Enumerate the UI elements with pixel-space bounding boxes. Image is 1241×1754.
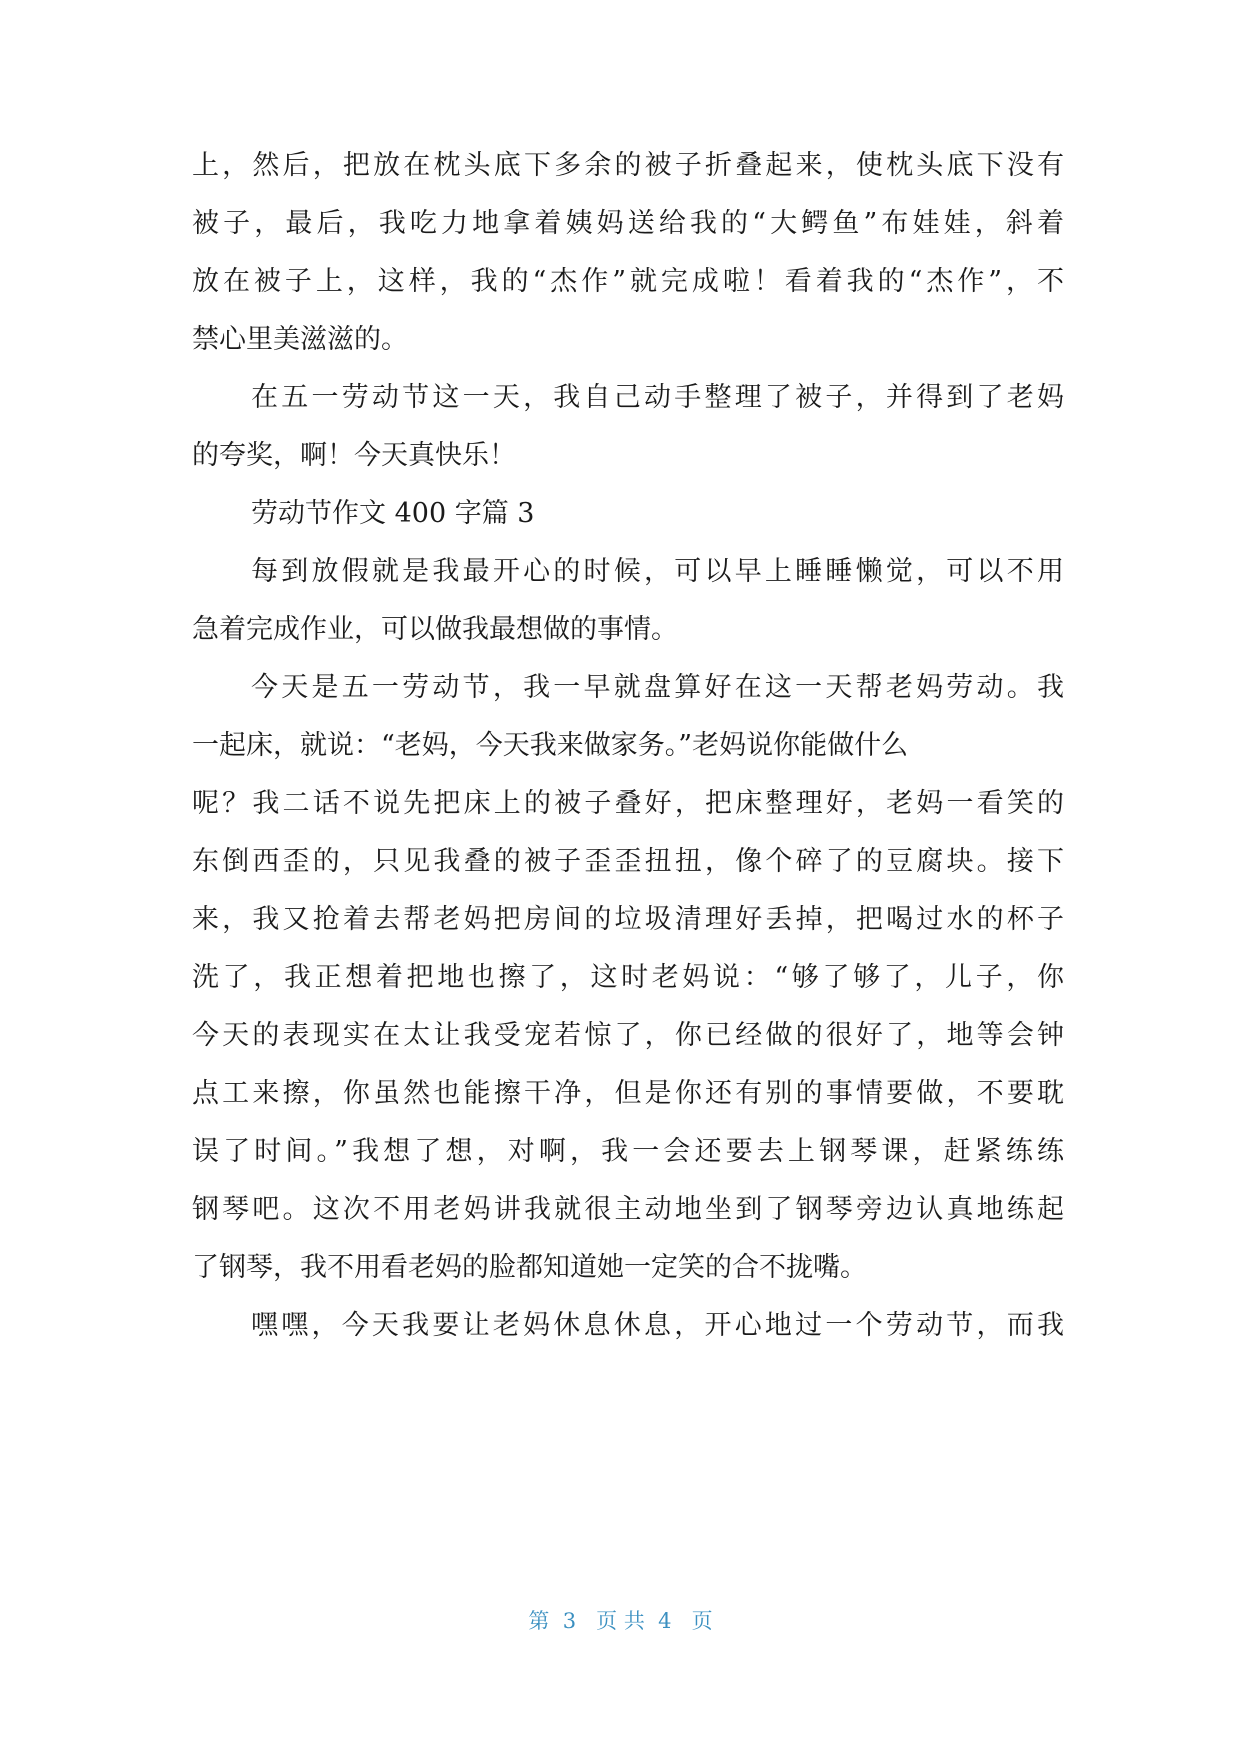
page-footer: 第 3 页 共 4 页	[528, 1609, 713, 1633]
text-line: 的夸奖，啊！今天真快乐！	[192, 440, 516, 471]
text-line: 嘿嘿，今天我要让老妈休息休息，开心地过一个劳动节，而我	[251, 1310, 1064, 1341]
section-heading: 劳动节作文 400 字篇 3	[251, 498, 535, 529]
text-line: 了钢琴，我不用看老妈的脸都知道她一定笑的合不拢嘴。	[192, 1252, 867, 1283]
text-line: 放在被子上，这样，我的“杰作”就完成啦！看着我的“杰作”，不	[192, 266, 1064, 297]
text-line: 禁心里美滋滋的。	[192, 324, 408, 355]
text-line: 来，我又抢着去帮老妈把房间的垃圾清理好丢掉，把喝过水的杯子	[192, 904, 1064, 935]
text-line: 钢琴吧。这次不用老妈讲我就很主动地坐到了钢琴旁边认真地练起	[192, 1194, 1064, 1225]
text-line: 东倒西歪的，只见我叠的被子歪歪扭扭，像个碎了的豆腐块。接下	[192, 846, 1064, 877]
text-line: 在五一劳动节这一天，我自己动手整理了被子，并得到了老妈	[251, 382, 1064, 413]
text-line: 急着完成作业，可以做我最想做的事情。	[192, 614, 678, 645]
text-line: 误了时间。”我想了想，对啊，我一会还要去上钢琴课，赶紧练练	[192, 1136, 1064, 1167]
text-line: 今天的表现实在太让我受宠若惊了，你已经做的很好了，地等会钟	[192, 1020, 1064, 1051]
text-line: 一起床，就说：“老妈，今天我来做家务。”老妈说你能做什么	[192, 730, 909, 761]
text-line: 洗了，我正想着把地也擦了，这时老妈说：“够了够了，儿子，你	[192, 962, 1064, 993]
text-line: 每到放假就是我最开心的时候，可以早上睡睡懒觉，可以不用	[251, 556, 1064, 587]
text-line: 上，然后，把放在枕头底下多余的被子折叠起来，使枕头底下没有	[192, 150, 1064, 181]
text-line: 今天是五一劳动节，我一早就盘算好在这一天帮老妈劳动。我	[251, 672, 1064, 703]
text-line: 点工来擦，你虽然也能擦干净，但是你还有别的事情要做，不要耽	[192, 1078, 1064, 1109]
text-line: 呢？我二话不说先把床上的被子叠好，把床整理好，老妈一看笑的	[192, 788, 1064, 819]
text-line: 被子，最后，我吃力地拿着姨妈送给我的“大鳄鱼”布娃娃，斜着	[192, 208, 1064, 239]
